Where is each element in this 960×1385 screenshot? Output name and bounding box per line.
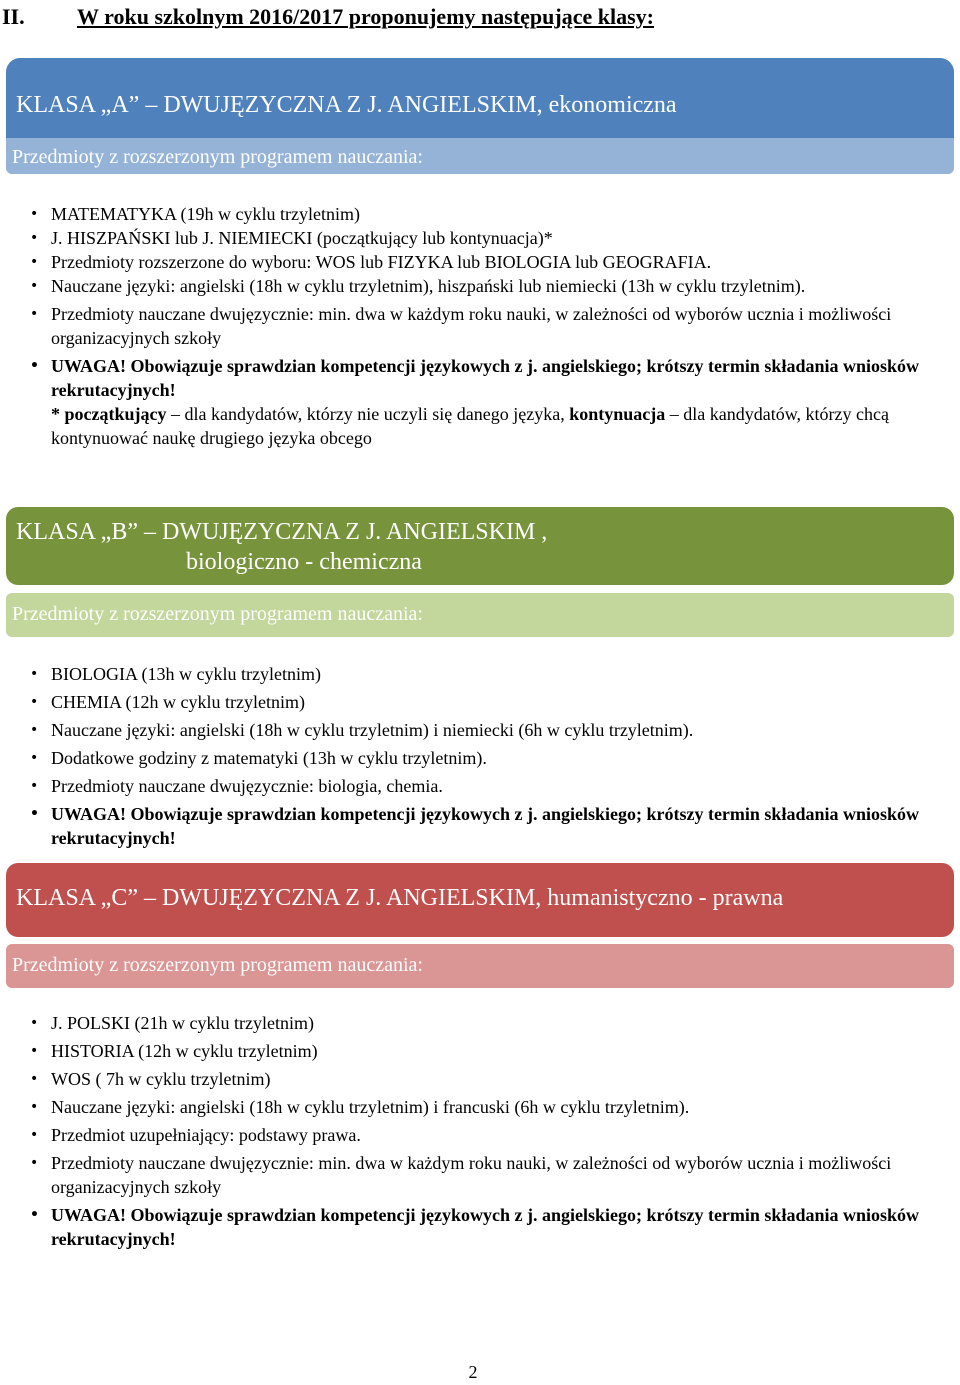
warning-item: • UWAGA! Obowiązuje sprawdzian kompetencji językowych z j. angielskiego; krótszy termin składania wniosków rekrutacyjnych! xyxy=(0,354,920,402)
class-c-header xyxy=(6,863,954,937)
list-item: • MATEMATYKA (19h w cyklu trzyletnim) xyxy=(0,202,920,226)
list-item: • Nauczane języki: angielski (18h w cyklu trzyletnim) i francuski (6h w cyklu trzyletnim). xyxy=(0,1095,920,1119)
list-item: • J. HISZPAŃSKI lub J. NIEMIECKI (początkujący lub kontynuacja)* xyxy=(0,226,920,250)
class-c-subheader xyxy=(6,944,954,988)
list-item: • HISTORIA (12h w cyklu trzyletnim) xyxy=(0,1039,920,1063)
list-item: • CHEMIA (12h w cyklu trzyletnim) xyxy=(0,690,920,714)
list-item: • Przedmioty nauczane dwujęzycznie: biologia, chemia. xyxy=(0,774,920,798)
class-b-title xyxy=(16,517,547,577)
page-number: 2 xyxy=(468,1362,478,1382)
note-term-beginner: * początkujący xyxy=(51,404,167,424)
list-item: • J. POLSKI (21h w cyklu trzyletnim) xyxy=(0,1011,920,1035)
list-item: • BIOLOGIA (13h w cyklu trzyletnim) xyxy=(0,662,920,686)
warning-item: • UWAGA! Obowiązuje sprawdzian kompetencji językowych z j. angielskiego; krótszy termin składania wniosków rekrutacyjnych! xyxy=(0,802,920,850)
section-title: W roku szkolnym 2016/2017 proponujemy następujące klasy: xyxy=(77,4,654,29)
class-c-title: KLASA „C” – DWUJĘZYCZNA Z J. ANGIELSKIM, humanistyczno - prawna xyxy=(16,885,784,911)
class-c-subtitle: Przedmioty z rozszerzonym programem nauczania: xyxy=(12,954,423,976)
class-b-list xyxy=(0,662,920,854)
note-text-2: – dla kandydatów, którzy chcą kontynuować naukę drugiego języka obcego xyxy=(51,404,889,448)
list-item: • Nauczane języki: angielski (18h w cyklu trzyletnim), hiszpański lub niemiecki (13h w cyklu trzyletnim). xyxy=(0,274,920,298)
note-text-1: – dla kandydatów, którzy nie uczyli się danego języka, xyxy=(166,404,570,424)
section-heading xyxy=(0,2,960,32)
list-item: • Przedmioty nauczane dwujęzycznie: min. dwa w każdym roku nauki, w zależności od wyborów ucznia i możliwości organizacyjnych szkoły xyxy=(0,1151,920,1199)
note-term-continuation: kontynuacja xyxy=(569,404,666,424)
list-item: • Przedmioty rozszerzone do wyboru: WOS lub FIZYKA lub BIOLOGIA lub GEOGRAFIA. xyxy=(0,250,920,274)
section-number: II. xyxy=(2,4,25,29)
warning-item: • UWAGA! Obowiązuje sprawdzian kompetencji językowych z j. angielskiego; krótszy termin składania wniosków rekrutacyjnych! xyxy=(0,1203,920,1251)
class-b-subtitle: Przedmioty z rozszerzonym programem nauczania: xyxy=(12,603,423,625)
class-a-header xyxy=(6,58,954,138)
class-a-title: KLASA „A” – DWUJĘZYCZNA Z J. ANGIELSKIM, ekonomiczna xyxy=(16,92,677,118)
list-item: • WOS ( 7h w cyklu trzyletnim) xyxy=(0,1067,920,1091)
class-b-header xyxy=(6,507,954,585)
class-a-subtitle: Przedmioty z rozszerzonym programem nauczania: xyxy=(12,146,423,168)
class-b-title-line1: KLASA „B” – DWUJĘZYCZNA Z J. ANGIELSKIM , xyxy=(16,519,548,545)
list-item: • Nauczane języki: angielski (18h w cyklu trzyletnim) i niemiecki (6h w cyklu trzyletnim). xyxy=(0,718,920,742)
list-item: • Przedmioty nauczane dwujęzycznie: min. dwa w każdym roku nauki, w zależności od wyborów ucznia i możliwości organizacyjnych szkoły xyxy=(0,302,920,350)
class-b-subheader xyxy=(6,593,954,637)
class-a-list xyxy=(0,202,920,454)
list-item: • Przedmiot uzupełniający: podstawy prawa. xyxy=(0,1123,920,1147)
class-b-title-line2: biologiczno - chemiczna xyxy=(186,549,422,575)
class-c-list xyxy=(0,1011,920,1255)
note-item xyxy=(0,402,920,450)
class-a-subheader xyxy=(6,138,954,174)
list-item: • Dodatkowe godziny z matematyki (13h w cyklu trzyletnim). xyxy=(0,746,920,770)
